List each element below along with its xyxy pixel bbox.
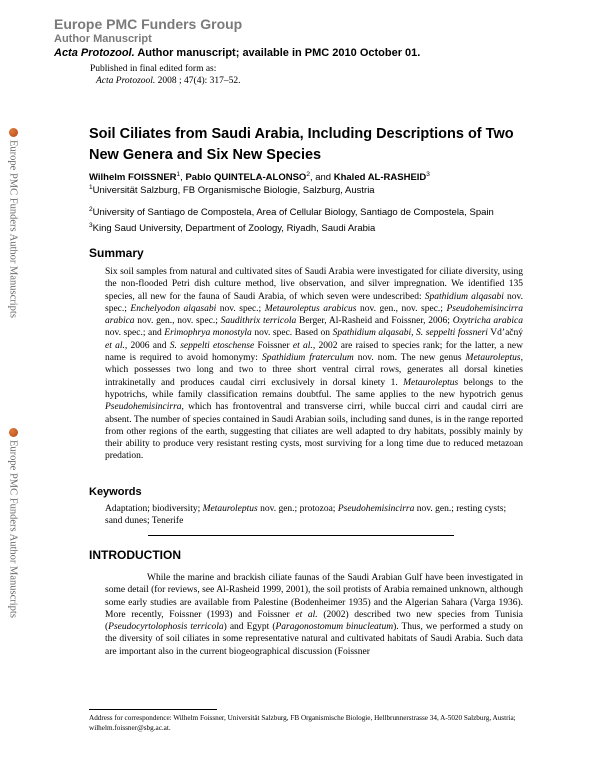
manuscript-type-label: Author Manuscript: [54, 33, 152, 45]
affiliation: [89, 185, 375, 196]
availability-line: [54, 46, 574, 60]
summary-heading: Summary: [89, 246, 144, 260]
citation-line: [90, 76, 241, 88]
author-name: Khaled AL-RASHEID: [333, 172, 427, 183]
introduction-heading: INTRODUCTION: [89, 548, 181, 562]
sidebar-text-top: Europe PMC Funders Author Manuscripts: [7, 140, 19, 318]
keywords-heading: Keywords: [89, 486, 142, 498]
availability-text: Author manuscript; available in PMC 2010 October 01.: [137, 47, 421, 59]
published-in-label: Published in final edited form as:: [90, 64, 217, 74]
footnote-rule: [89, 709, 217, 710]
article-title: Soil Ciliates from Saudi Arabia, Including Descriptions of Two New Genera and Six New Species: [89, 126, 514, 163]
publication-info: [90, 64, 241, 87]
introduction-text: While the marine and brackish ciliate faunas of the Saudi Arabian Gulf have been investigated in some detail (for reviews, see Al-Rasheid 1999, 2001), the soil protists of Arabia remained unknown, although some early studies are available from Palestine (Bodenheimer 1935) and the Algerian Sahara (Varga 1936). More recently, Foissner (1993) and Foissner et al. (2002) described two new species from Tunisia (Pseudocyrtolophosis terricola) and Egypt (Paragonostomum binucleatum). Thus, we performed a study on the diversity of soil ciliates in some representative natural and cultivated habitats of Saudi Arabia. Such data are important also in the current biogeographical discussion (Foissner: [105, 573, 523, 657]
correspondence-footnote: Address for correspondence: Wilhelm Foissner, Universität Salzburg, FB Organismische Biologie, Hellbrunnerstrasse 34, A-5020 Salzburg, Austria; wilhelm.foissner@sbg.ac.at.: [89, 714, 516, 732]
author-sup: 2: [306, 170, 310, 178]
sidebar-label-bottom: [6, 428, 20, 618]
funders-group-label: Europe PMC Funders Group: [54, 16, 243, 32]
author-sup: 1: [176, 170, 181, 178]
sidebar-label-top: [6, 128, 20, 318]
affiliation-text: University of Santiago de Compostela, Area of Cellular Biology, Santiago de Compostela, Spain: [92, 207, 494, 218]
author-name: Pablo QUINTELA-ALONSO: [185, 172, 307, 183]
affiliation-text: King Saud University, Department of Zoology, Riyadh, Saudi Arabia: [92, 223, 376, 234]
journal-name: Acta Protozool.: [54, 47, 135, 59]
summary-text: Six soil samples from natural and cultivated sites of Saudi Arabia were investigated for ciliate diversity, using the non-flooded Petri dish culture method, live observation, and silver impregnation. We identified 135 species, all new for the fauna of Saudi Arabia, of which seven were undescribed: Spathidium alqasabi nov. spec.; Enchelyodon alqasabi nov. spec.; Metauroleptus arabicus nov. gen., nov. spec.; Pseudohemisincirra arabica nov. gen., nov. spec.; Saudithrix terricola Berger, Al-Rasheid and Foissner, 2006; Oxytricha arabica nov. spec.; and Erimophrya monostyla nov. spec. Based on Spathidium alqasabi, S. seppelti fossneri Vd’ačný et al., 2006 and S. seppelti etoschense Foissner et al., 2002 are raised to species rank; for the latter, a new name is required to avoid homonymy: Spathidium fraterculum nov. nom. The new genus Metauroleptus, which possesses two long and two to three short ventral cirral rows, generates all dorsal kineties intrakinetally and produces caudal cirri exclusively in dorsal kinety 1. Metauroleptus belongs to the hypotrichs, while family classification remains doubtful. The same applies to the new hypotrich genus Pseudohemisincirra, which has frontoventral and transverse cirri, while buccal cirri and caudal cirri are absent. The number of species contained in Saudi Arabian soils, including sand dunes, is in the range reported from other regions of the earth, suggesting that ciliates are well adapted to dry habitats, possibly mainly by their ability to produce very resistant resting cysts, most surviving for a long time due to reduced metazoan predation.: [105, 267, 524, 462]
author-list: [89, 172, 430, 184]
author-sup: 3: [426, 170, 430, 178]
section-divider: [148, 535, 454, 536]
citation-details: 2008 ; 47(4): 317–52.: [157, 75, 241, 86]
affiliation-text: Universität Salzburg, FB Organismische Biologie, Salzburg, Austria: [92, 185, 375, 196]
sidebar-text-bottom: Europe PMC Funders Author Manuscripts: [7, 440, 19, 618]
pmc-header: [54, 16, 574, 60]
affiliation-sup: 3: [89, 221, 93, 229]
citation-journal: Acta Protozool.: [96, 75, 156, 86]
author-sep: ,: [180, 172, 186, 183]
author-name: Wilhelm FOISSNER: [89, 172, 177, 183]
europe-pmc-logo-icon: [9, 428, 18, 437]
affiliation-sup: 1: [89, 183, 93, 191]
affiliation: [89, 223, 375, 234]
europe-pmc-logo-icon: [9, 128, 18, 137]
affiliation: [89, 207, 494, 218]
author-sep: , and: [309, 172, 334, 183]
keywords-text: Adaptation; biodiversity; Metauroleptus nov. gen.; protozoa; Pseudohemisincirra nov. gen.; resting cysts; sand dunes; Tenerife: [105, 504, 507, 527]
affiliation-sup: 2: [89, 205, 93, 213]
